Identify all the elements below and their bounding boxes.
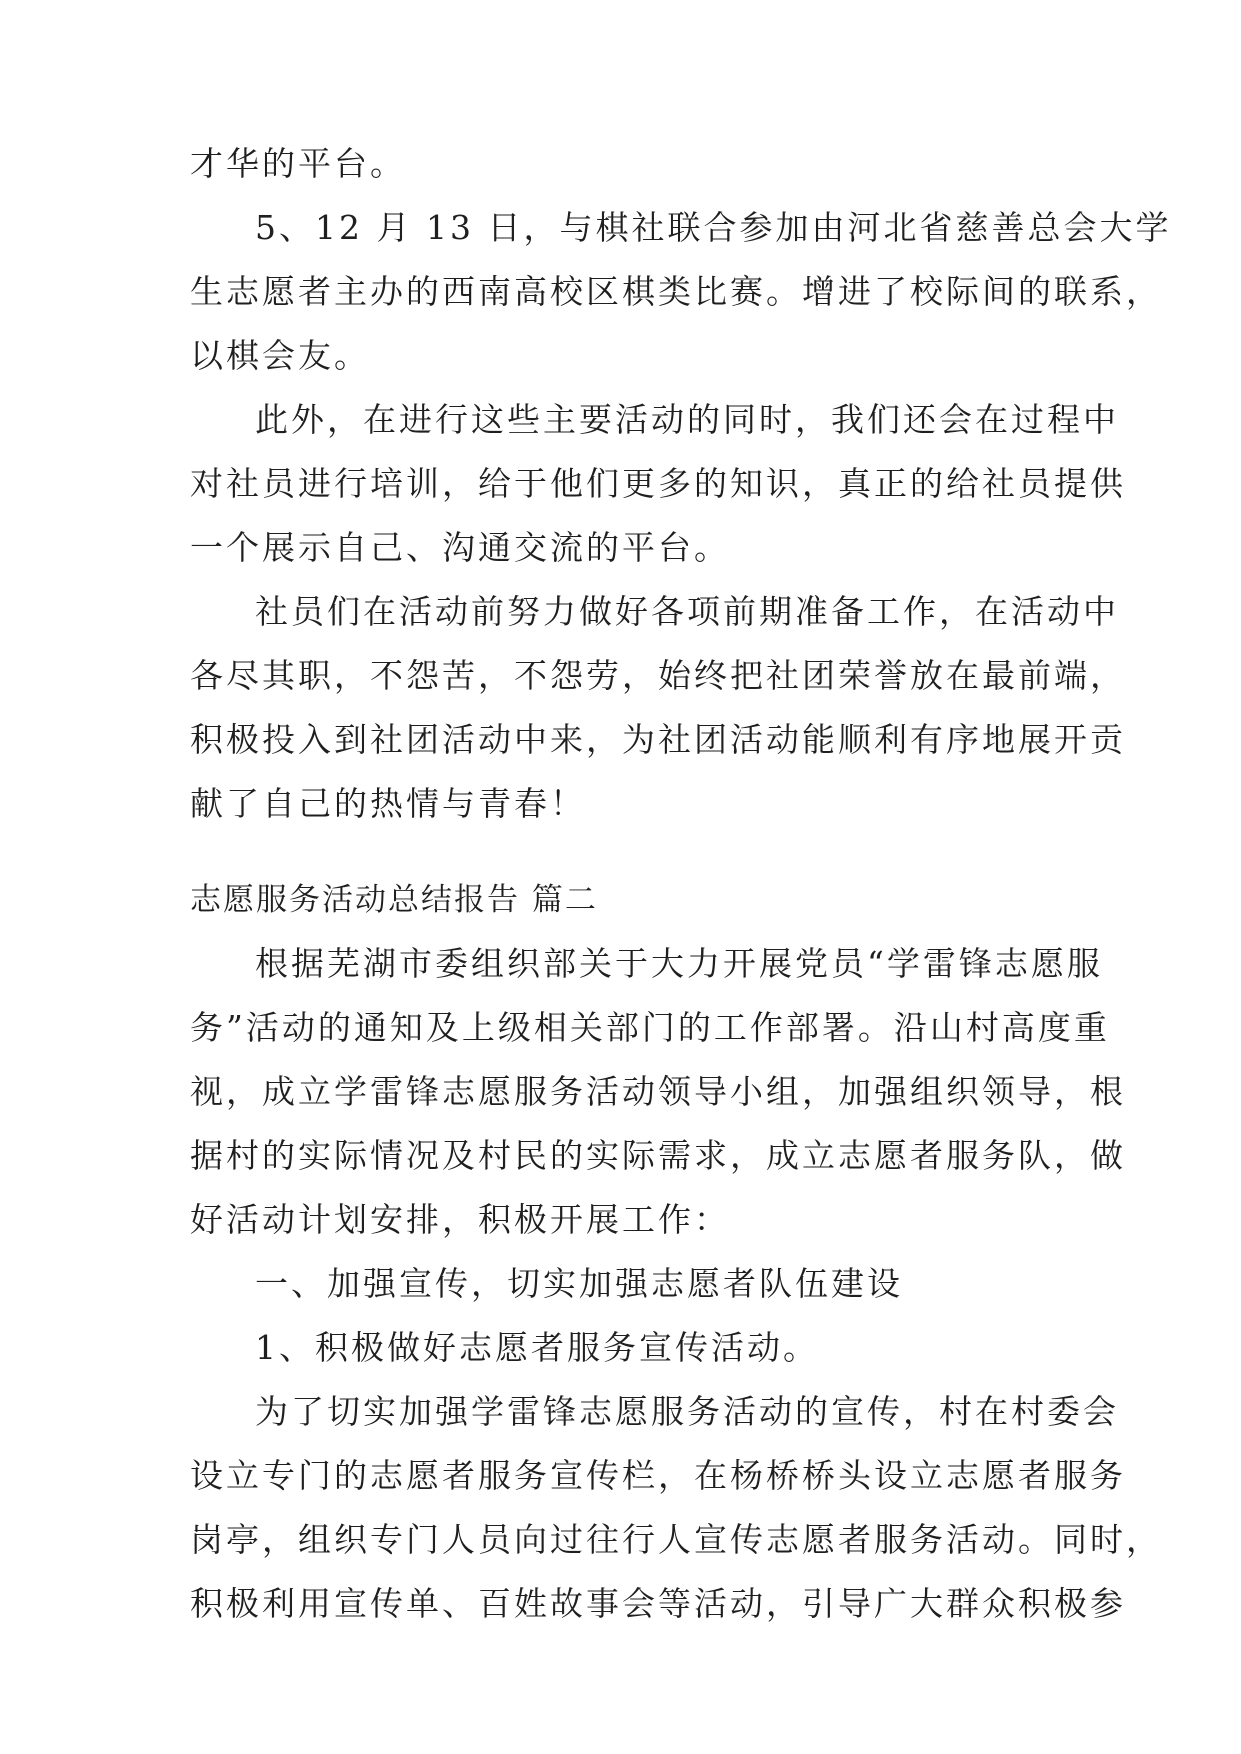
paragraph-line: 对社员进行培训，给于他们更多的知识，真正的给社员提供 [190, 464, 1126, 503]
paragraph-line: 好活动计划安排，积极开展工作： [190, 1200, 730, 1239]
paragraph-line: 一个展示自己、沟通交流的平台。 [190, 528, 730, 567]
paragraph-line: 以棋会友。 [190, 336, 370, 375]
subheading-line: 1、积极做好志愿者服务宣传活动。 [255, 1328, 819, 1367]
paragraph-line: 积极利用宣传单、百姓故事会等活动，引导广大群众积极参 [190, 1584, 1126, 1623]
paragraph-line: 据村的实际情况及村民的实际需求，成立志愿者服务队，做 [190, 1136, 1126, 1175]
subheading-line: 一、加强宣传，切实加强志愿者队伍建设 [255, 1264, 903, 1303]
paragraph-line: 献了自己的热情与青春！ [190, 784, 586, 823]
paragraph-line: 5、12 月 13 日，与棋社联合参加由河北省慈善总会大学 [255, 208, 1172, 247]
paragraph-line: 务”活动的通知及上级相关部门的工作部署。沿山村高度重 [190, 1008, 1110, 1047]
paragraph-line: 各尽其职，不怨苦，不怨劳，始终把社团荣誉放在最前端， [190, 656, 1126, 695]
paragraph-line: 设立专门的志愿者服务宣传栏，在杨桥桥头设立志愿者服务 [190, 1456, 1126, 1495]
section-heading: 志愿服务活动总结报告 篇二 [190, 882, 598, 918]
paragraph-line: 为了切实加强学雷锋志愿服务活动的宣传，村在村委会 [255, 1392, 1119, 1431]
paragraph-line: 积极投入到社团活动中来，为社团活动能顺利有序地展开贡 [190, 720, 1126, 759]
paragraph-line: 生志愿者主办的西南高校区棋类比赛。增进了校际间的联系， [190, 272, 1162, 311]
paragraph-line: 此外，在进行这些主要活动的同时，我们还会在过程中 [255, 400, 1119, 439]
paragraph-line: 视，成立学雷锋志愿服务活动领导小组，加强组织领导，根 [190, 1072, 1126, 1111]
paragraph-line: 岗亭，组织专门人员向过往行人宣传志愿者服务活动。同时， [190, 1520, 1162, 1559]
paragraph-line: 社员们在活动前努力做好各项前期准备工作，在活动中 [255, 592, 1119, 631]
paragraph-line: 才华的平台。 [190, 144, 406, 183]
paragraph-line: 根据芜湖市委组织部关于大力开展党员“学雷锋志愿服 [255, 944, 1103, 983]
